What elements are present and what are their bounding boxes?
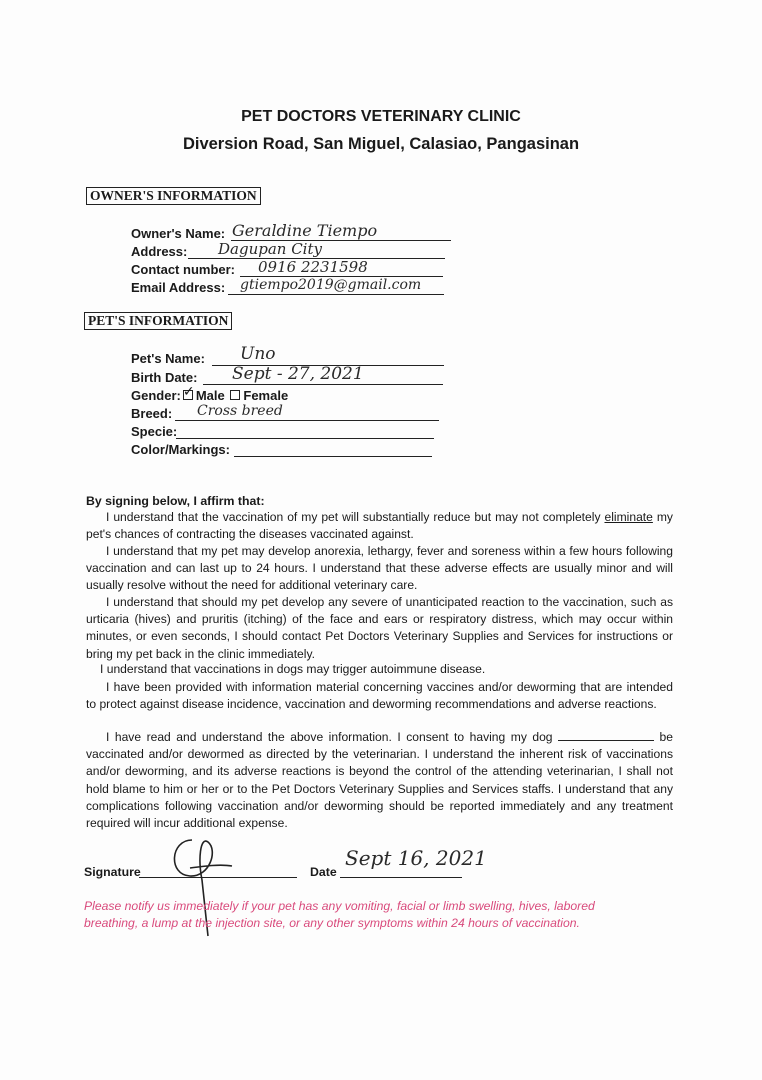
color-markings-label: Color/Markings:	[131, 442, 230, 457]
pet-section-title: PET'S INFORMATION	[84, 312, 232, 330]
affirm-heading: By signing below, I affirm that:	[86, 494, 265, 508]
gender-label: Gender:	[131, 388, 181, 403]
breed-field[interactable]: Cross breed	[197, 403, 283, 419]
affirm-paragraph-3	[86, 594, 673, 663]
specie-label: Specie:	[131, 424, 178, 439]
birth-date-field[interactable]: Sept - 27, 2021	[232, 364, 364, 384]
check-mark-icon: ✓	[182, 383, 195, 399]
gender-male-label: Male	[195, 388, 225, 403]
notice-text: Please notify us immediately if your pet has any vomiting, facial or limb swelling, hives, labored breathing, a lump at the injection site, or any other symptoms within 24 hours of vaccination.	[84, 899, 595, 930]
color-markings-line[interactable]	[234, 456, 432, 457]
clinic-name: PET DOCTORS VETERINARY CLINIC	[241, 108, 521, 125]
affirm-p1-text: I understand that the vaccination of my pet will substantially reduce but may not completely	[106, 510, 601, 524]
affirm-p1-underlined: eliminate	[604, 510, 653, 524]
affirm-paragraph-2	[86, 543, 673, 595]
date-line	[340, 877, 462, 878]
owner-address-field[interactable]: Dagupan City	[218, 240, 322, 258]
owner-name-label: Owner's Name:	[131, 226, 226, 241]
affirm-p4-text: I understand that vaccinations in dogs may trigger autoimmune disease.	[100, 662, 486, 676]
affirm-p5-text: I have been provided with information material concerning vaccines and/or deworming that are intended to protect against disease incidence, vaccination and deworming recommendations and adverse reactions.	[86, 680, 673, 712]
specie-line[interactable]	[176, 438, 434, 439]
breed-label: Breed:	[131, 406, 173, 421]
breed-line	[175, 420, 439, 421]
affirm-p3-text: I understand that should my pet develop any severe of unanticipated reaction to the vaccination, such as urticaria (hives) and pruritis (itching) of the face and ears or respiratory distress, which may occur within minutes, or even seconds, I should contact Pet Doctors Veterinary Supplies and Services for instructions or bring my pet back in the clinic immediately.	[86, 595, 673, 661]
affirm-p2-text: I understand that my pet may develop anorexia, lethargy, fever and soreness within a few hours following vaccination and can last up to 24 hours. I understand that these adverse effects are usually minor and will usually resolve without the need for additional veterinary care.	[86, 544, 673, 593]
affirm-paragraph-1	[86, 509, 673, 543]
dog-name-blank[interactable]	[558, 730, 654, 741]
date-field[interactable]: Sept 16, 2021	[345, 846, 487, 870]
signature-label: Signature	[84, 865, 141, 879]
email-field[interactable]: gtiempo2019@gmail.com	[240, 277, 422, 293]
email-label: Email Address:	[131, 280, 226, 295]
affirm-paragraph-4	[86, 661, 673, 678]
owner-section-title: OWNER'S INFORMATION	[86, 187, 261, 205]
owner-address-label: Address:	[131, 244, 188, 259]
female-checkbox[interactable]	[230, 390, 240, 400]
email-line	[228, 294, 444, 295]
birth-date-line	[203, 384, 443, 385]
clinic-address: Diversion Road, San Miguel, Calasiao, Pangasinan	[182, 135, 580, 153]
date-label: Date	[310, 865, 337, 879]
affirm-p1-text-end: my pet's chances of contracting the diseases vaccinated against.	[86, 510, 673, 542]
contact-number-field[interactable]: 0916 2231598	[258, 258, 368, 276]
affirm-p6-text: I have read and understand the above information. I consent to having my dog	[106, 730, 553, 744]
gender-row	[131, 383, 289, 403]
affirm-p6-text-end: be vaccinated and/or dewormed as directed by the veterinarian. I understand the inherent risk of vaccinations and/or deworming, and its adverse reactions is beyond the control of the attending veterinarian, I shall not hold blame to him or her or to the Pet Doctors Veterinary Supplies and Services staffs. I understand that any complications following vaccination and/or deworming should be reported immediately and any treatment required will incur additional expense.	[86, 730, 673, 831]
owner-name-field[interactable]: Geraldine Tiempo	[232, 221, 378, 240]
birth-date-label: Birth Date:	[131, 370, 198, 385]
male-checkbox[interactable]	[182, 383, 195, 400]
contact-number-label: Contact number:	[131, 262, 235, 277]
affirm-paragraph-5	[86, 679, 673, 713]
gender-female-label: Female	[243, 388, 289, 403]
pet-name-label: Pet's Name:	[131, 351, 205, 366]
pet-name-field[interactable]: Uno	[240, 344, 276, 364]
affirm-paragraph-6	[86, 729, 673, 832]
